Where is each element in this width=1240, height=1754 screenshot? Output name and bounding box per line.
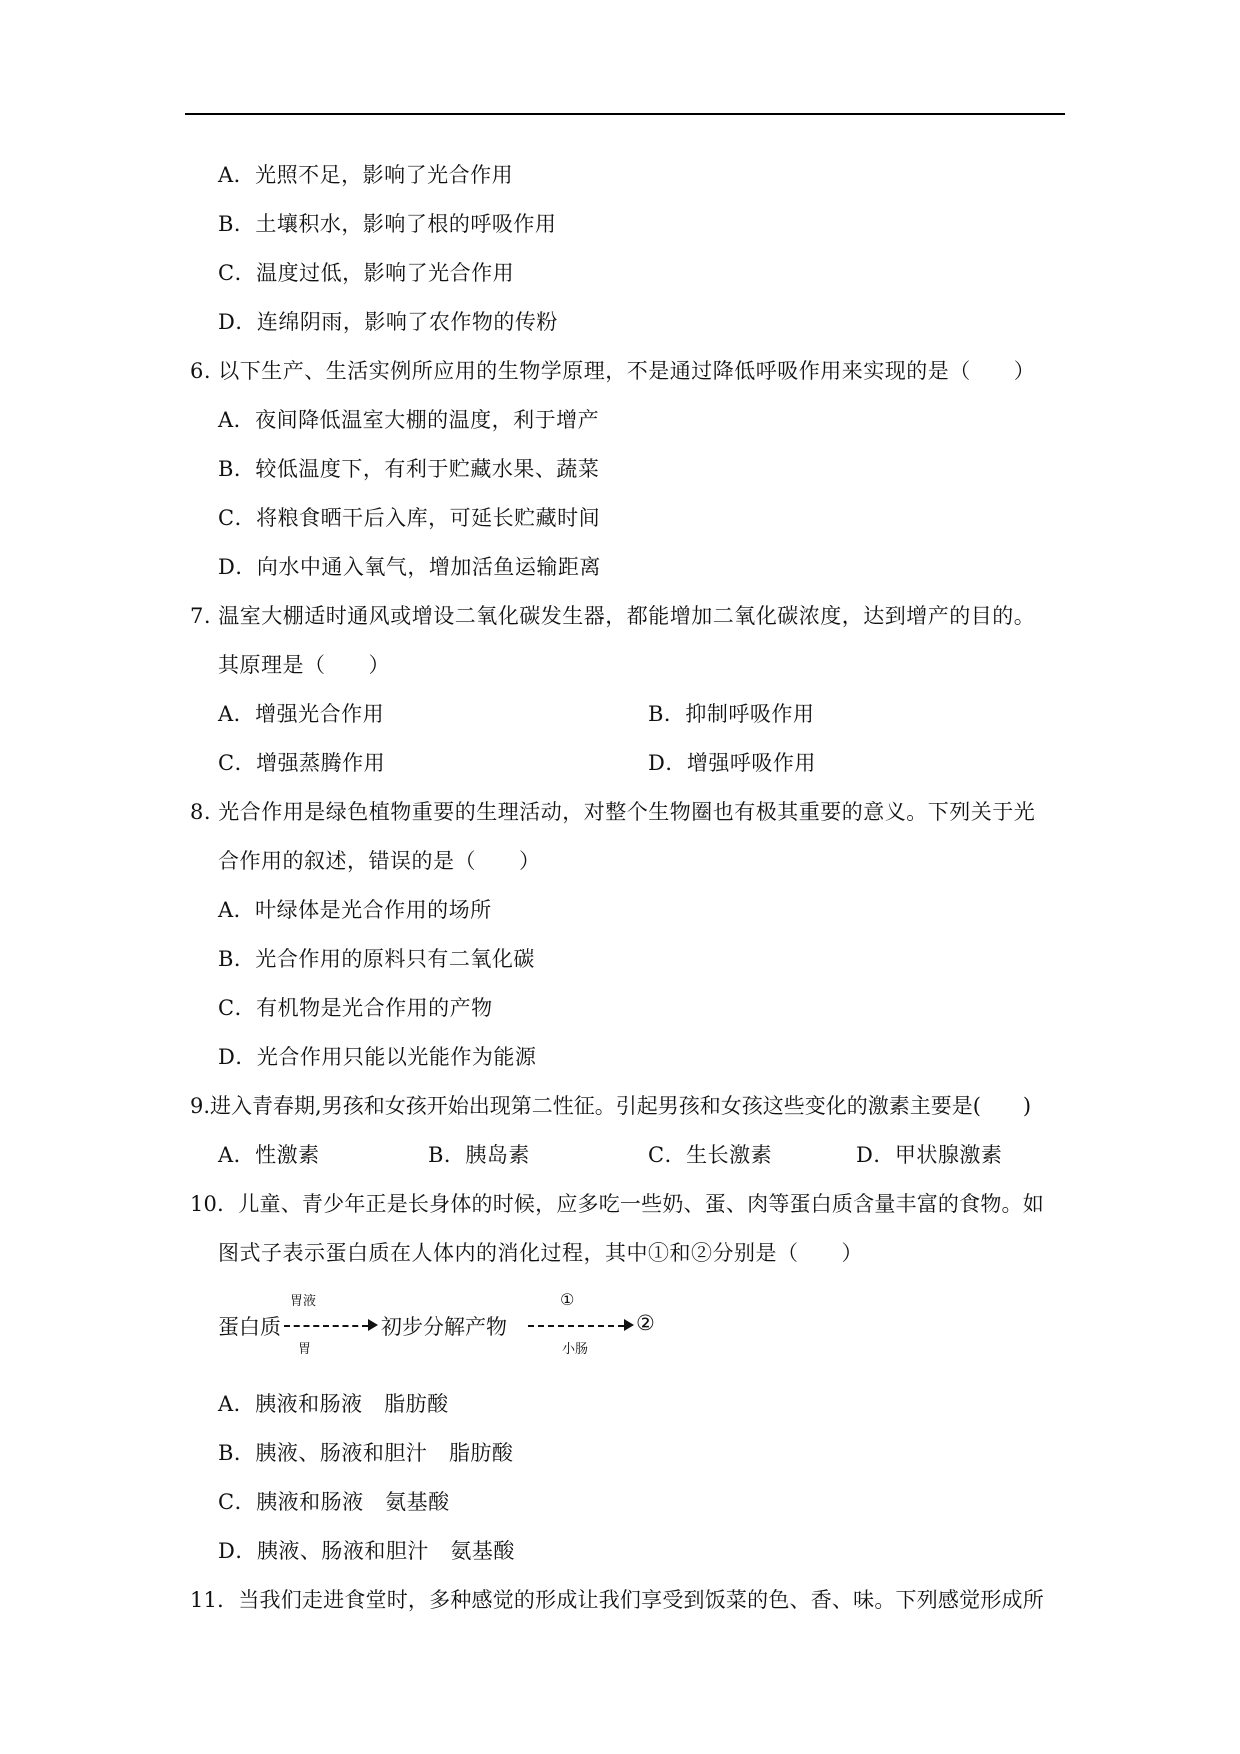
diagram-arrow2-head [624,1319,634,1331]
protein-digestion-diagram [218,1290,688,1360]
q7-stem-line1: 7. 温室大棚适时通风或增设二氧化碳发生器，都能增加二氧化碳浓度，达到增产的目的。 [190,604,1036,628]
q6-option-c: C．将粮食晒干后入库，可延长贮藏时间 [218,506,601,530]
q7-option-c: C．增强蒸腾作用 [218,751,386,775]
q7-option-a: A．增强光合作用 [218,702,385,726]
q6-option-d: D．向水中通入氧气，增加活鱼运输距离 [218,555,601,579]
q8-stem-line2: 合作用的叙述，错误的是（ ） [218,849,541,873]
q9-option-a: A．性激素 [218,1143,320,1167]
diagram-arrow1-line [284,1325,368,1327]
q8-option-c: C．有机物是光合作用的产物 [218,996,493,1020]
q10-option-c: C．胰液和肠液 氨基酸 [218,1490,450,1514]
diagram-step1-top: 胃液 [290,1294,317,1309]
q10-stem-line2: 图式子表示蛋白质在人体内的消化过程，其中①和②分别是（ ） [218,1241,863,1265]
q7-stem-line2: 其原理是（ ） [218,653,390,677]
q9-option-d: D．甲状腺激素 [856,1143,1003,1167]
header-rule [185,113,1065,115]
diagram-end: ② [636,1311,655,1335]
q9-stem: 9.进入青春期,男孩和女孩开始出现第二性征。引起男孩和女孩这些变化的激素主要是( ) [190,1094,1032,1118]
q5-option-b: B．土壤积水，影响了根的呼吸作用 [218,212,557,236]
q6-stem: 6. 以下生产、生活实例所应用的生物学原理，不是通过降低呼吸作用来实现的是（ ） [190,359,1036,383]
q5-option-d: D．连绵阴雨，影响了农作物的传粉 [218,310,558,334]
q7-option-b: B．抑制呼吸作用 [648,702,815,726]
diagram-arrow2-line [528,1325,624,1327]
q7-option-d: D．增强呼吸作用 [648,751,816,775]
diagram-start: 蛋白质 [218,1315,281,1339]
q10-option-d: D．胰液、肠液和胆汁 氨基酸 [218,1539,515,1563]
q10-option-a: A．胰液和肠液 脂肪酸 [218,1392,449,1416]
diagram-step2-bottom: 小肠 [562,1342,589,1357]
q8-stem-line1: 8. 光合作用是绿色植物重要的生理活动，对整个生物圈也有极其重要的意义。下列关于光 [190,800,1036,824]
q6-option-b: B．较低温度下，有利于贮藏水果、蔬菜 [218,457,600,481]
q5-option-a: A．光照不足，影响了光合作用 [218,163,514,187]
q10-option-b: B．胰液、肠液和胆汁 脂肪酸 [218,1441,514,1465]
diagram-step1-bottom: 胃 [298,1342,312,1357]
q9-option-b: B．胰岛素 [428,1143,530,1167]
diagram-arrow1-head [368,1319,378,1331]
q8-option-d: D．光合作用只能以光能作为能源 [218,1045,537,1069]
q5-option-c: C．温度过低，影响了光合作用 [218,261,515,285]
q11-stem-line1: 11．当我们走进食堂时，多种感觉的形成让我们享受到饭菜的色、香、味。下列感觉形成所 [190,1588,1044,1612]
diagram-middle: 初步分解产物 [381,1315,507,1339]
q8-option-a: A．叶绿体是光合作用的场所 [218,898,492,922]
q6-option-a: A．夜间降低温室大棚的温度，利于增产 [218,408,600,432]
q10-stem-line1: 10．儿童、青少年正是长身体的时候，应多吃一些奶、蛋、肉等蛋白质含量丰富的食物。如 [190,1192,1044,1216]
diagram-step2-top: ① [560,1290,575,1309]
q8-option-b: B．光合作用的原料只有二氧化碳 [218,947,535,971]
q9-option-c: C．生长激素 [648,1143,773,1167]
